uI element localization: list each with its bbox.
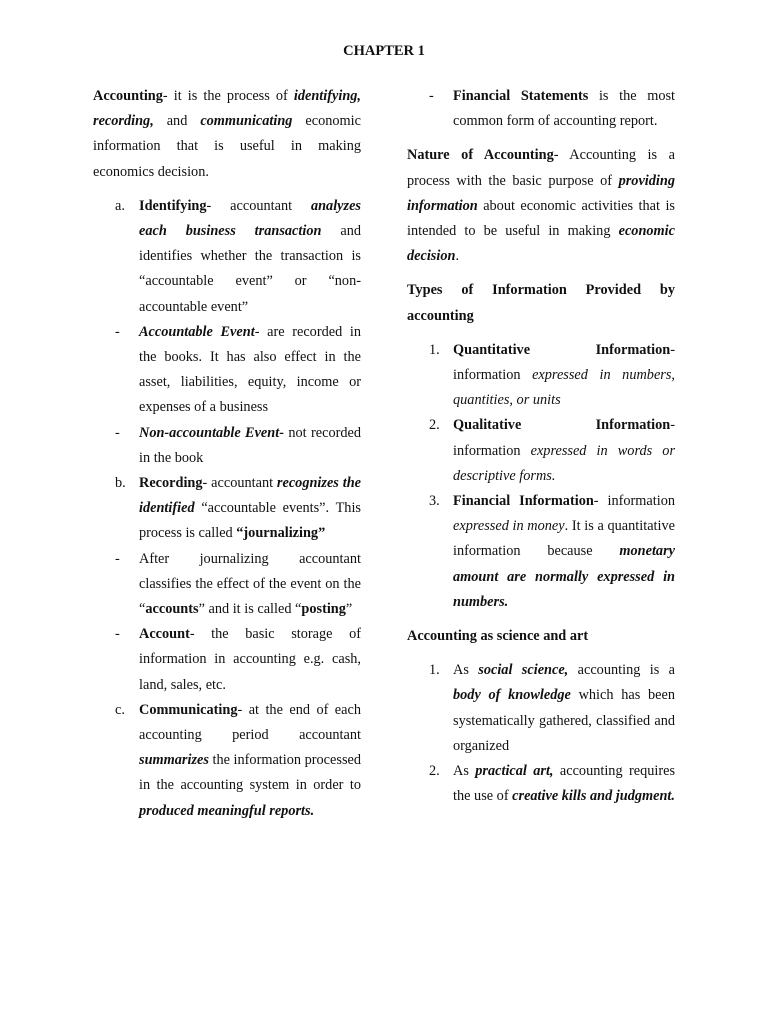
accounting-definition: Accounting- it is the process of identifying, recording, and communicating economic information that is useful in making economics decision. bbox=[93, 88, 361, 180]
list-item-after-journalizing: - After journalizing accountant classifies the effect of the event on the “accounts” and it is called “posting” bbox=[115, 550, 361, 618]
list-item-recording: b. Recording- accountant recognizes the identified “accountable events”. This process is called “journalizing” bbox=[115, 475, 361, 542]
list-item-accountable-event: - Accountable Event- are recorded in the books. It has also effect in the asset, liabilities, equity, income or expenses of a business bbox=[115, 323, 362, 416]
list-item-social-science: 1. As social science, accounting is a body of knowledge which has been systematically gathered, classified and organized bbox=[429, 662, 676, 754]
chapter-title: CHAPTER 1 bbox=[343, 43, 425, 59]
list-item-quantitative: 1. Quantitative Information- information expressed in numbers, quantities, or units bbox=[429, 341, 675, 409]
list-item-qualitative: 2. Qualitative Information- information expressed in words or descriptive forms. bbox=[429, 417, 676, 484]
list-item-financial-information: 3. Financial Information- information expressed in money. It is a quantitative information because monetary amount are normally expressed in numbers. bbox=[429, 493, 675, 610]
list-item-practical-art: 2. As practical art, accounting requires the use of creative kills and judgment. bbox=[429, 763, 676, 805]
list-item-communicating: c. Communicating- at the end of each accounting period accountant summarizes the information processed in the accounting system in order to produced meaningful reports. bbox=[115, 701, 361, 819]
list-item-non-accountable-event: - Non-accountable Event- not recorded in the book bbox=[115, 424, 362, 466]
list-item-financial-statements: - Financial Statements is the most common form of accounting report. bbox=[429, 88, 675, 130]
left-column bbox=[93, 84, 361, 824]
nature-of-accounting: Nature of Accounting- Accounting is a process with the basic purpose of providing information about economic activities that is intended to be useful in making economic decision. bbox=[407, 147, 675, 265]
list-item-identifying: a. Identifying- accountant analyzes each business transaction and identifies whether the transaction is “accountable event” or “non-accountable event” bbox=[115, 197, 361, 315]
types-of-information-heading: Types of Information Provided by accounting bbox=[407, 282, 675, 324]
science-and-art-heading: Accounting as science and art bbox=[407, 628, 589, 645]
right-column bbox=[407, 84, 675, 809]
list-item-account: - Account- the basic storage of information in accounting e.g. cash, land, sales, etc. bbox=[115, 626, 361, 693]
